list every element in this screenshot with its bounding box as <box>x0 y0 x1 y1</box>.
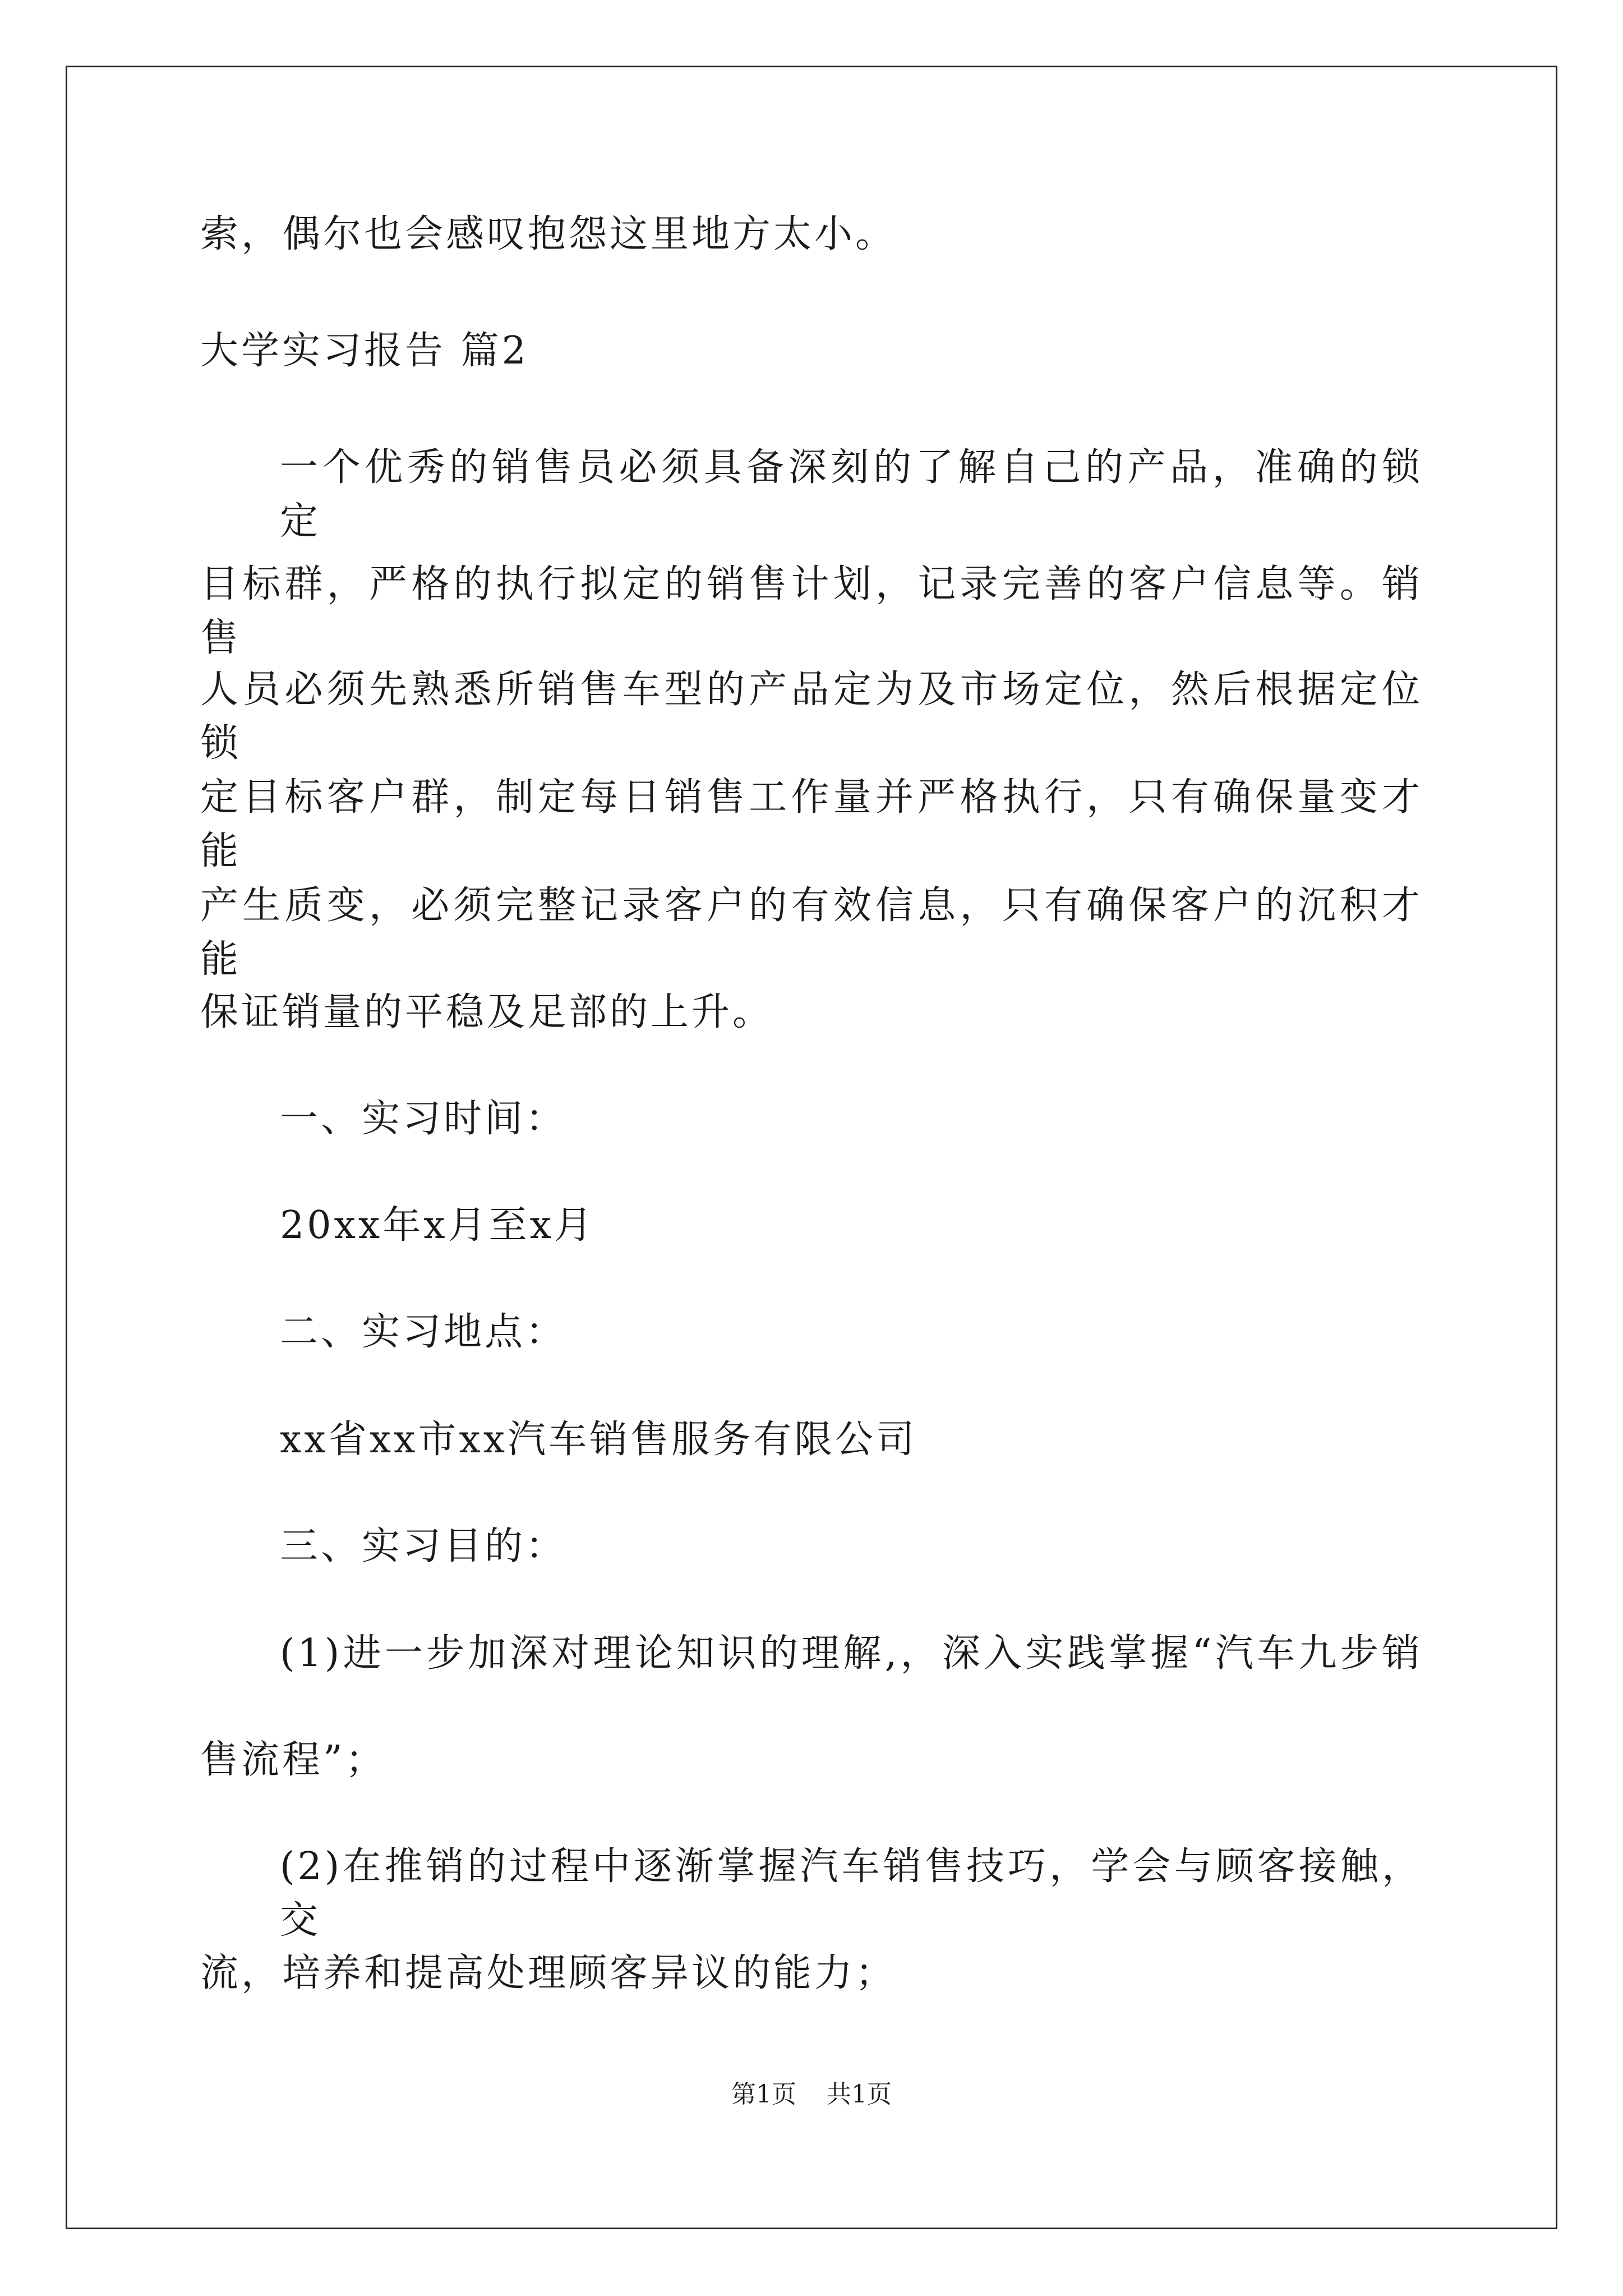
list-heading: 一、实习时间： <box>280 1097 567 1141</box>
list-item: 售流程”； <box>200 1738 386 1782</box>
page-total: 共1页 <box>827 2080 892 2109</box>
list-item: (1)进一步加深对理论知识的理解,，深入实践掌握“汽车九步销 <box>280 1631 1423 1676</box>
list-heading: 三、实习目的： <box>280 1524 567 1568</box>
list-item: (2)在推销的过程中逐渐掌握汽车销售技巧，学会与顾客接触，交 <box>280 1844 1423 1943</box>
paragraph-line: 保证销量的平稳及足部的上升。 <box>200 990 774 1034</box>
paragraph-line: 产生质变，必须完整记录客户的有效信息，只有确保客户的沉积才能 <box>200 884 1423 982</box>
list-heading: 二、实习地点： <box>280 1310 567 1354</box>
page-number: 第1页 <box>731 2080 796 2109</box>
section-heading: 大学实习报告 篇2 <box>200 329 529 373</box>
list-item: xx省xx市xx汽车销售服务有限公司 <box>280 1418 917 1462</box>
paragraph-line: 定目标客户群，制定每日销售工作量并严格执行，只有确保量变才能 <box>200 775 1423 873</box>
paragraph-line: 一个优秀的销售员必须具备深刻的了解自己的产品，准确的锁定 <box>280 445 1423 544</box>
text-line: 索，偶尔也会感叹抱怨这里地方太小。 <box>200 212 897 256</box>
list-item: 流，培养和提高处理顾客异议的能力； <box>200 1951 897 1995</box>
list-item: 20xx年x月至x月 <box>280 1203 595 1248</box>
page-footer <box>0 2078 1623 2111</box>
paragraph-line: 人员必须先熟悉所销售车型的产品定为及市场定位，然后根据定位锁 <box>200 668 1423 766</box>
paragraph-line: 目标群，严格的执行拟定的销售计划，记录完善的客户信息等。销售 <box>200 562 1423 660</box>
